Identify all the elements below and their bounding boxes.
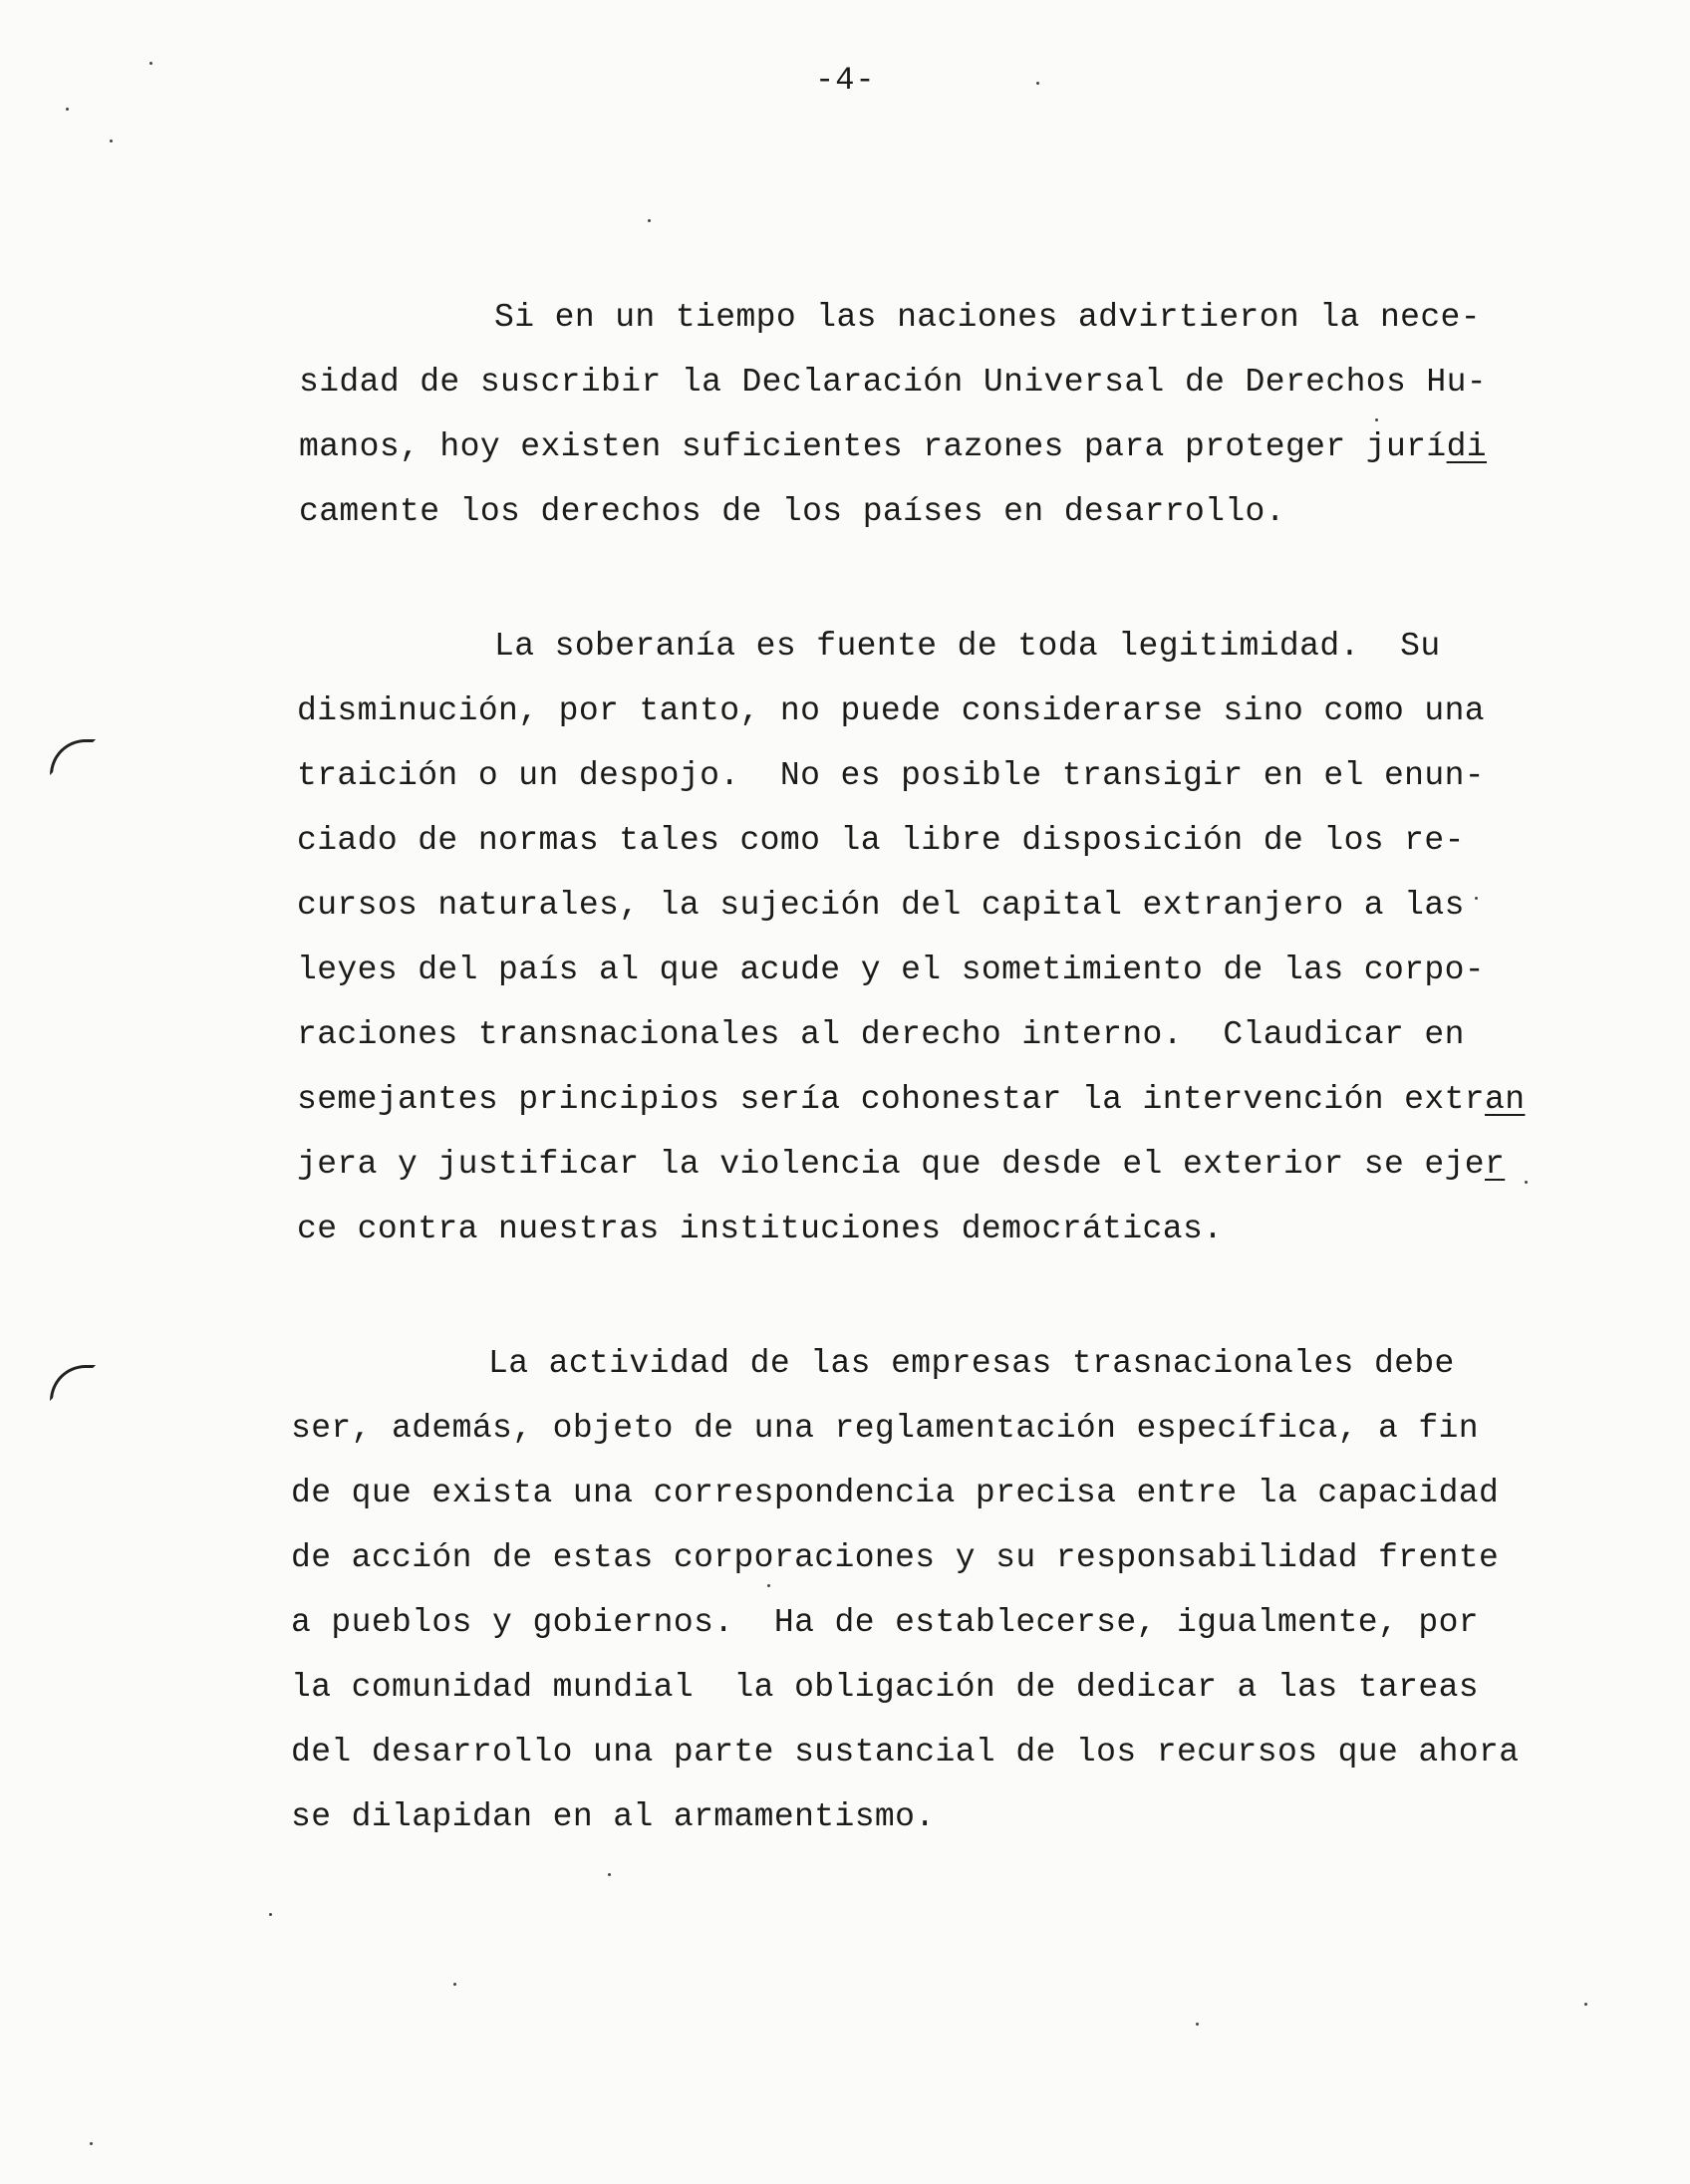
binding-mark-bottom [50, 1365, 96, 1401]
paper-speck [110, 139, 113, 142]
paper-speck [1036, 82, 1039, 85]
paper-speck [453, 1983, 456, 1986]
binding-mark-top [50, 739, 96, 775]
text-line [297, 1081, 1525, 1118]
text-line: camente los derechos de los países en desarrollo. [299, 493, 1285, 530]
text-line: Si en un tiempo las naciones advirtieron la nece- [494, 299, 1481, 336]
text-line: sidad de suscribir la Declaración Universal de Derechos Hu- [299, 364, 1487, 401]
underlined-syllable: di [1446, 428, 1488, 465]
text-line: se dilapidan en al armamentismo. [291, 1798, 936, 1835]
text-line [299, 428, 1487, 465]
text-line: ce contra nuestras instituciones democráticas. [297, 1211, 1224, 1247]
text-line: ciado de normas tales como la libre disposición de los re- [297, 822, 1465, 859]
text-line: ser, además, objeto de una reglamentación específica, a fin [291, 1410, 1479, 1447]
text-line: La soberanía es fuente de toda legitimidad. Su [494, 628, 1441, 665]
text-line: a pueblos y gobiernos. Ha de establecerse, igualmente, por [291, 1604, 1479, 1641]
text-line: leyes del país al que acude y el sometimiento de las corpo- [297, 952, 1485, 988]
paper-speck [767, 1584, 770, 1587]
page-number: -4- [815, 62, 876, 99]
text-line: de acción de estas corporaciones y su responsabilidad frente [291, 1539, 1500, 1576]
paper-speck [1475, 897, 1478, 900]
text-line: La actividad de las empresas trasnacionales debe [488, 1345, 1455, 1382]
paper-speck [269, 1913, 272, 1916]
text-line: traición o un despojo. No es posible transigir en el enun- [297, 757, 1485, 794]
underlined-syllable: an [1485, 1081, 1526, 1118]
paper-speck [1525, 1181, 1528, 1184]
paper-speck [66, 108, 69, 111]
paper-speck [1375, 418, 1378, 421]
line-text: manos, hoy existen suficientes razones para proteger jurí [299, 428, 1447, 465]
text-line: raciones transnacionales al derecho interno. Claudicar en [297, 1016, 1465, 1053]
paper-speck [149, 62, 152, 65]
text-line: la comunidad mundial la obligación de dedicar a las tareas [291, 1669, 1479, 1706]
paper-speck [90, 2142, 93, 2145]
paper-speck [1584, 2003, 1587, 2006]
text-line: del desarrollo una parte sustancial de los recursos que ahora [291, 1734, 1520, 1771]
text-line: cursos naturales, la sujeción del capital extranjero a las [297, 887, 1465, 924]
paper-speck [648, 219, 651, 222]
text-line: disminución, por tanto, no puede considerarse sino como una [297, 692, 1485, 729]
text-line [297, 1146, 1505, 1183]
paper-speck [608, 1873, 611, 1876]
line-text: jera y justificar la violencia que desde el exterior se eje [297, 1146, 1485, 1183]
line-text: semejantes principios sería cohonestar la intervención extr [297, 1081, 1485, 1118]
paper-speck [1196, 2023, 1199, 2026]
text-line: de que exista una correspondencia precisa entre la capacidad [291, 1475, 1500, 1511]
underlined-syllable: r [1485, 1146, 1506, 1183]
